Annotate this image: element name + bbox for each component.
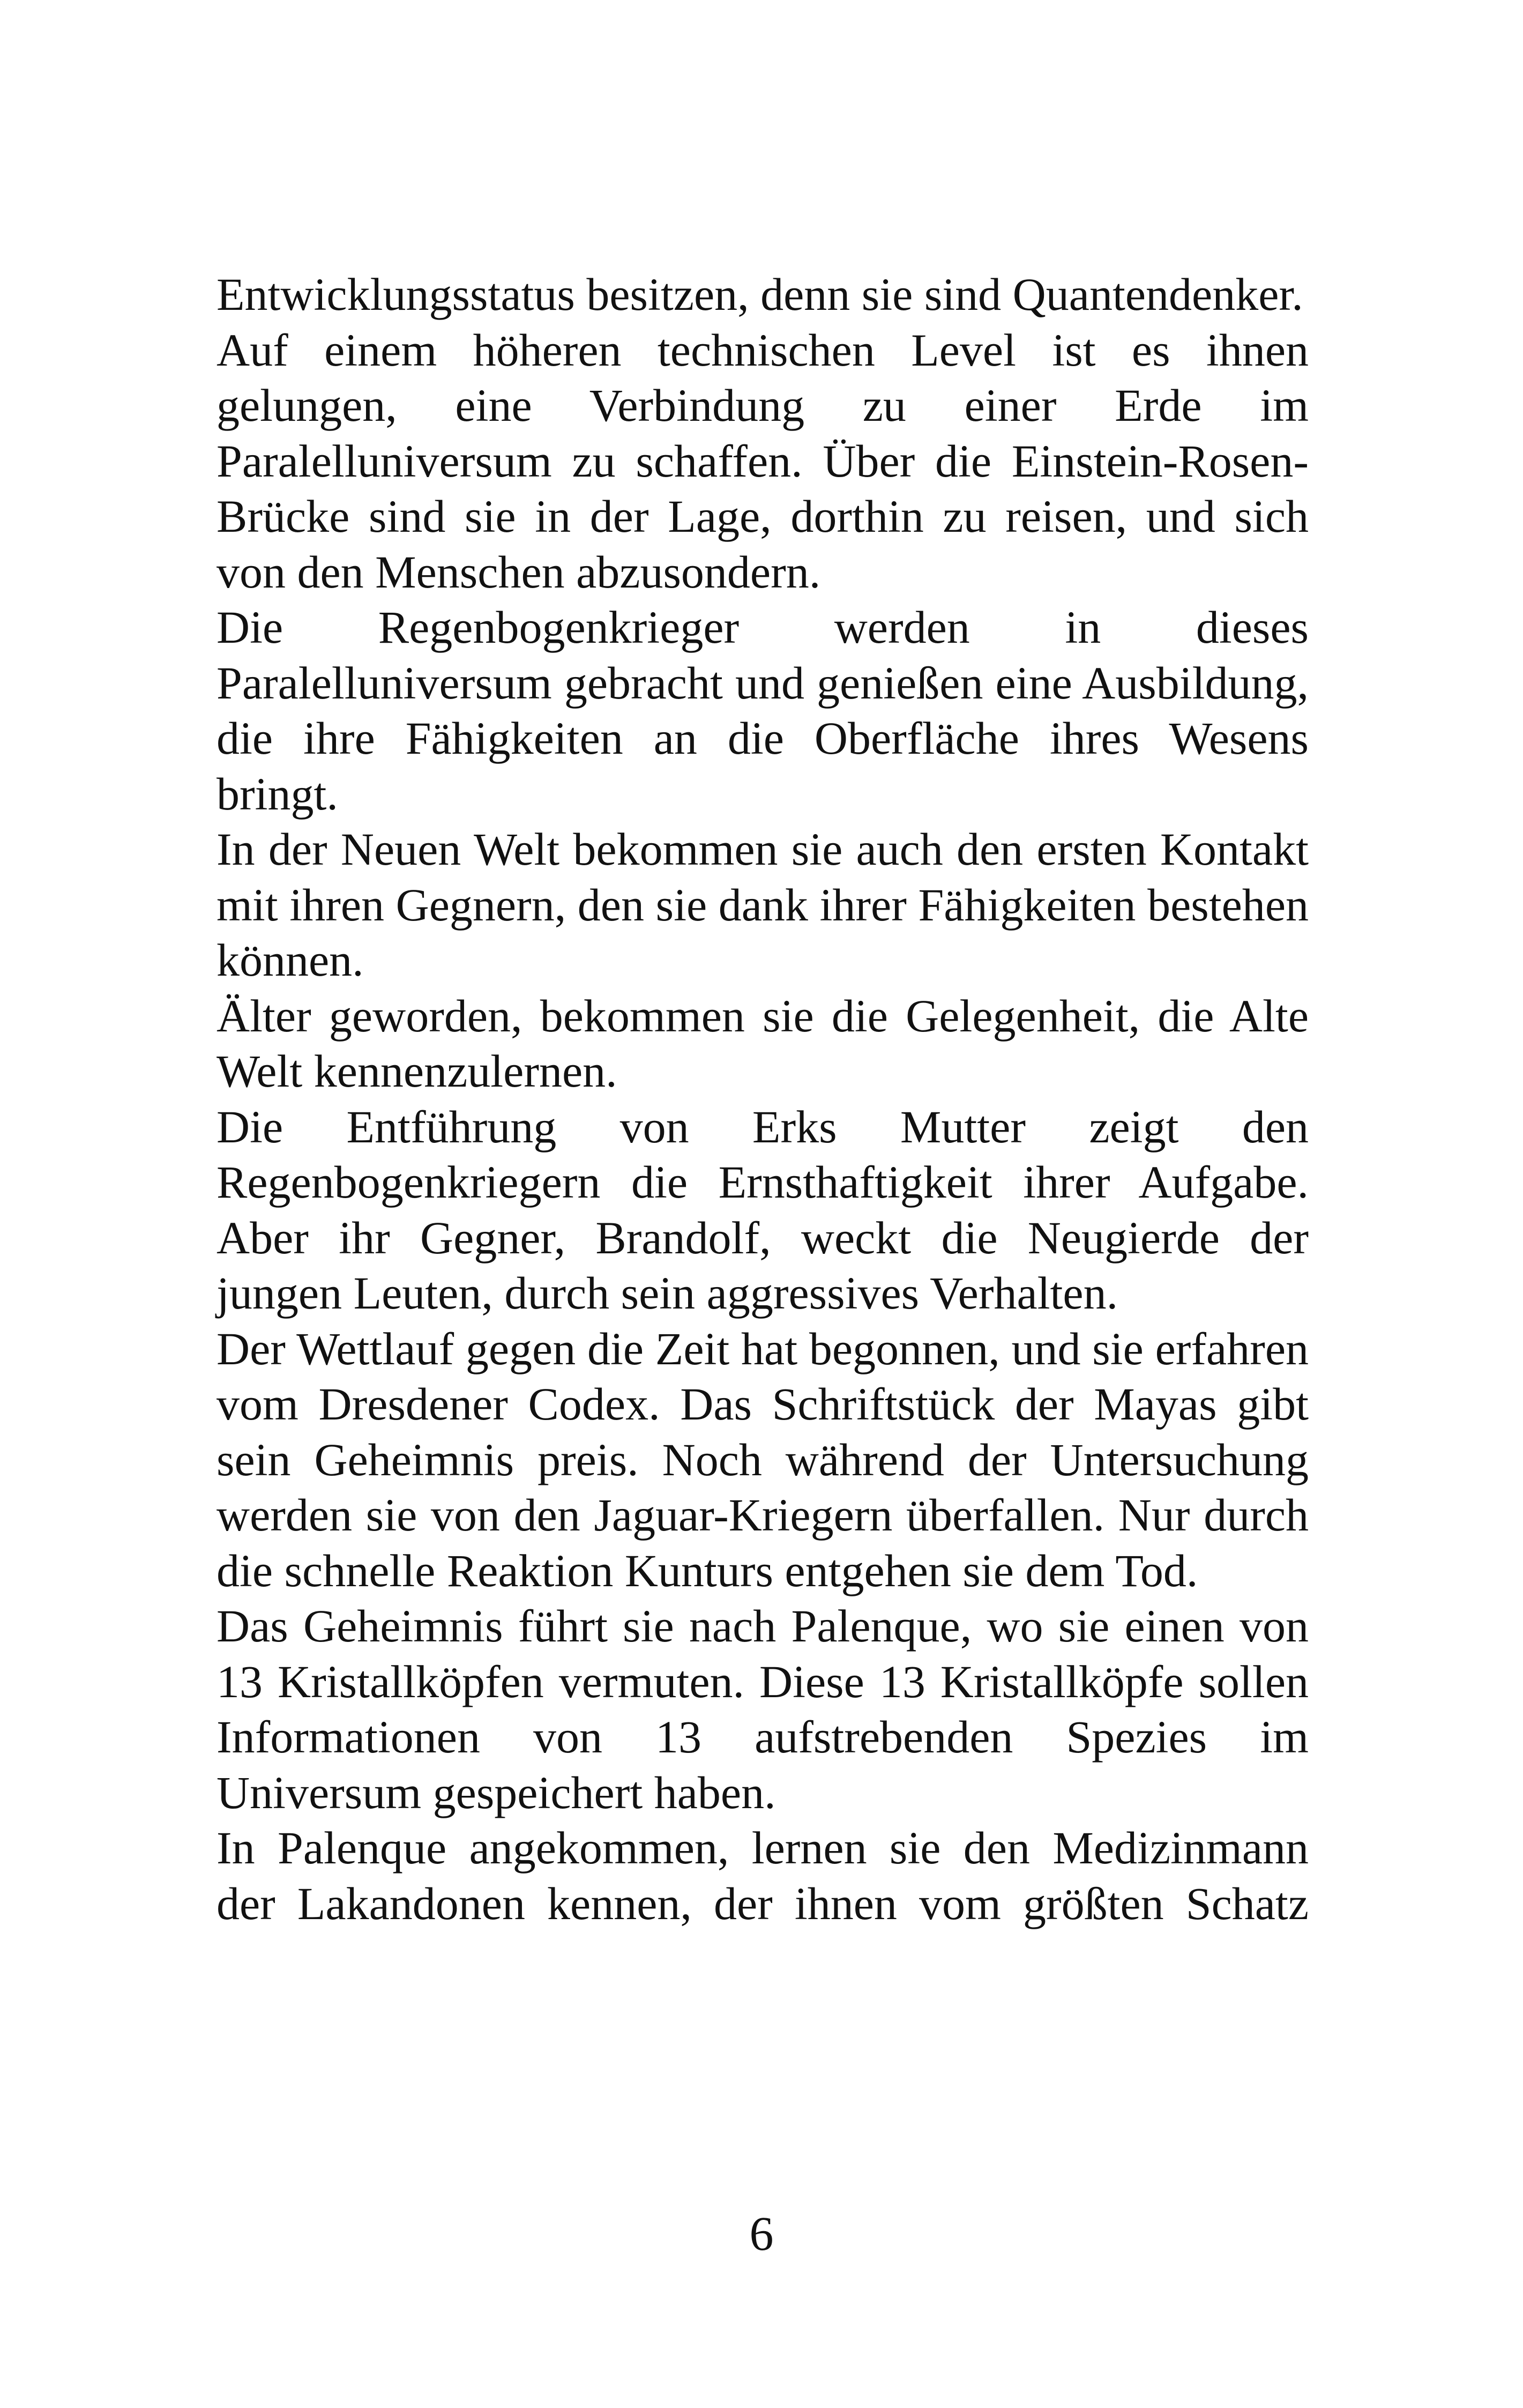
body-text xyxy=(216,267,1309,1931)
page-number: 6 xyxy=(749,2208,774,2261)
paragraph: Entwicklungsstatus besitzen, denn sie sind Quantendenker. xyxy=(216,269,1303,320)
paragraph: Der Wettlauf gegen die Zeit hat begonnen, und sie erfahren vom Dresdener Codex. Das Schriftstück der Mayas gibt sein Geheimnis preis. Noch während der Untersuchung werden sie von den Jaguar-Kriegern überfallen. Nur durch die schnelle Reaktion Kunturs entgehen sie dem Tod. xyxy=(216,1322,1309,1596)
paragraph: Die Regenbogenkrieger werden in dieses Paralelluniversum gebracht und genießen eine Ausbildung, die ihre Fähigkeiten an die Oberfläche ihres Wesens bringt. xyxy=(216,601,1309,820)
paragraph: Das Geheimnis führt sie nach Palenque, wo sie einen von 13 Kristallköpfen vermuten. Diese 13 Kristallköpfe sollen Informationen von 13 aufstrebenden Spezies im Universum gespeichert haben. xyxy=(216,1600,1309,1818)
paragraph: Älter geworden, bekommen sie die Gelegenheit, die Alte Welt kennenzulernen. xyxy=(216,990,1309,1097)
paragraph-last: In Palenque angekommen, lernen sie den Medizinmann der Lakandonen kennen, der ihnen vom größten Schatz xyxy=(216,1822,1309,1929)
paragraph: Auf einem höheren technischen Level ist es ihnen gelungen, eine Verbindung zu einer Erde im Paralelluniversum zu schaffen. Über die Einstein-Rosen-Brücke sind sie in der Lage, dorthin zu reisen, und sich von den Menschen abzusondern. xyxy=(216,324,1309,598)
paragraph: In der Neuen Welt bekommen sie auch den ersten Kontakt mit ihren Gegnern, den sie dank ihrer Fähigkeiten bestehen können. xyxy=(216,823,1309,986)
paragraph: Die Entführung von Erks Mutter zeigt den Regenbogenkriegern die Ernsthaftigkeit ihrer Aufgabe. Aber ihr Gegner, Brandolf, weckt die Neugierde der jungen Leuten, durch sein aggressives Verhalten. xyxy=(216,1101,1309,1319)
